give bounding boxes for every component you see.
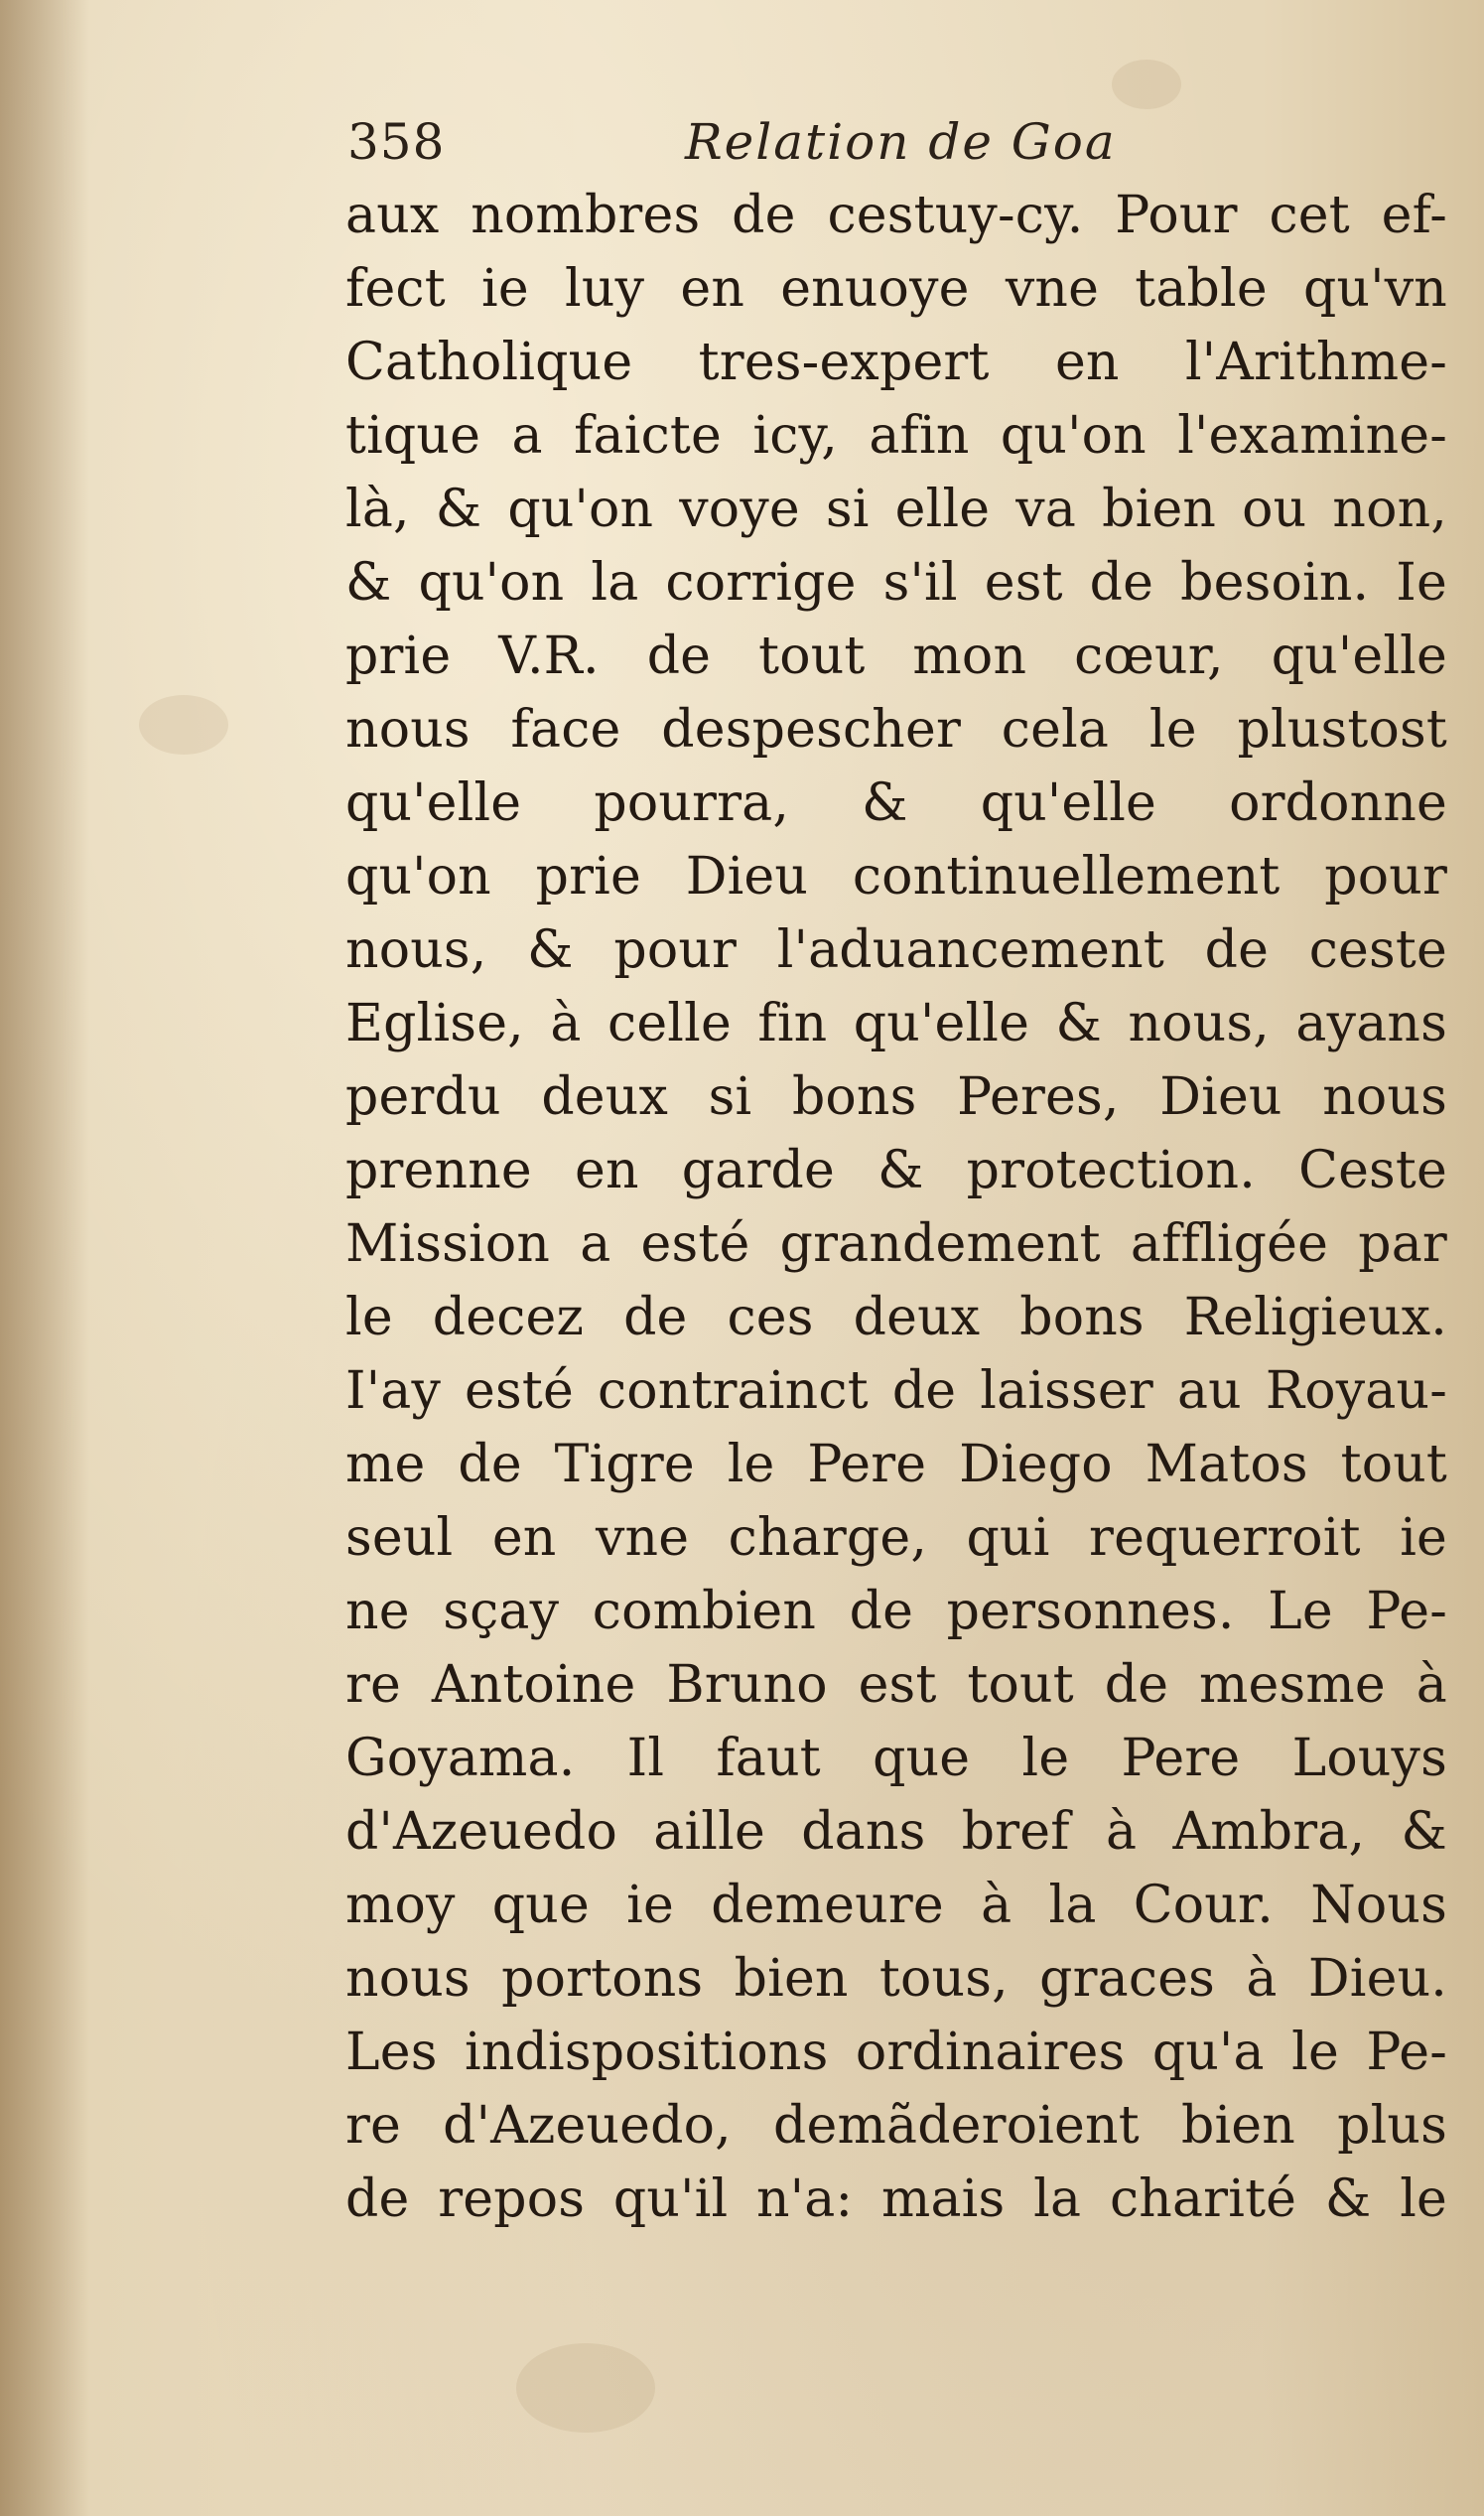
- text-line: de repos qu'il n'a: mais la charité & le: [345, 2169, 1447, 2229]
- paper-stain: [139, 695, 228, 755]
- text-line: re Antoine Bruno est tout de mesme à: [345, 1655, 1447, 1715]
- page-header: [347, 107, 1439, 177]
- running-title: Relation de Goa: [685, 113, 1117, 171]
- text-line: là, & qu'on voye si elle va bien ou non,: [345, 480, 1447, 539]
- text-line: & qu'on la corrige s'il est de besoin. Ie: [345, 553, 1447, 613]
- text-line: Goyama. Il faut que le Pere Louys: [345, 1729, 1447, 1788]
- text-line: fect ie luy en enuoye vne table qu'vn: [345, 259, 1447, 319]
- text-line: moy que ie demeure à la Cour. Nous: [345, 1876, 1447, 1935]
- text-line: le decez de ces deux bons Religieux.: [345, 1288, 1447, 1347]
- text-line: Eglise, à celle fin qu'elle & nous, ayans: [345, 994, 1447, 1053]
- text-line: Catholique tres-expert en l'Arithme-: [345, 333, 1447, 392]
- text-line: nous portons bien tous, graces à Dieu.: [345, 1949, 1447, 2009]
- text-line: qu'elle pourra, & qu'elle ordonne: [345, 773, 1447, 833]
- text-line: Les indispositions ordinaires qu'a le Pe-: [345, 2023, 1447, 2082]
- page-number: 358: [347, 113, 446, 171]
- paper-stain: [516, 2343, 655, 2433]
- text-line: prie V.R. de tout mon cœur, qu'elle: [345, 627, 1447, 686]
- text-line: prenne en garde & protection. Ceste: [345, 1141, 1447, 1200]
- text-line: d'Azeuedo aille dans bref à Ambra, &: [345, 1802, 1447, 1862]
- text-line: ne sçay combien de personnes. Le Pe-: [345, 1582, 1447, 1641]
- text-line: re d'Azeuedo, demãderoient bien plus: [345, 2096, 1447, 2156]
- text-line: aux nombres de cestuy-cy. Pour cet ef-: [345, 186, 1447, 245]
- text-line: seul en vne charge, qui requerroit ie: [345, 1508, 1447, 1568]
- gutter-shadow: [0, 0, 89, 2516]
- text-line: perdu deux si bons Peres, Dieu nous: [345, 1067, 1447, 1127]
- text-line: me de Tigre le Pere Diego Matos tout: [345, 1435, 1447, 1494]
- text-line: qu'on prie Dieu continuellement pour: [345, 847, 1447, 907]
- text-line: Mission a esté grandement affligée par: [345, 1214, 1447, 1274]
- text-line: nous face despescher cela le plustost: [345, 700, 1447, 760]
- paper-stain: [1112, 60, 1181, 109]
- text-line: nous, & pour l'aduancement de ceste: [345, 920, 1447, 980]
- text-line: tique a faicte icy, afin qu'on l'examine-: [345, 406, 1447, 466]
- body-text: [345, 179, 1447, 2236]
- text-line: I'ay esté contrainct de laisser au Royau-: [345, 1361, 1447, 1421]
